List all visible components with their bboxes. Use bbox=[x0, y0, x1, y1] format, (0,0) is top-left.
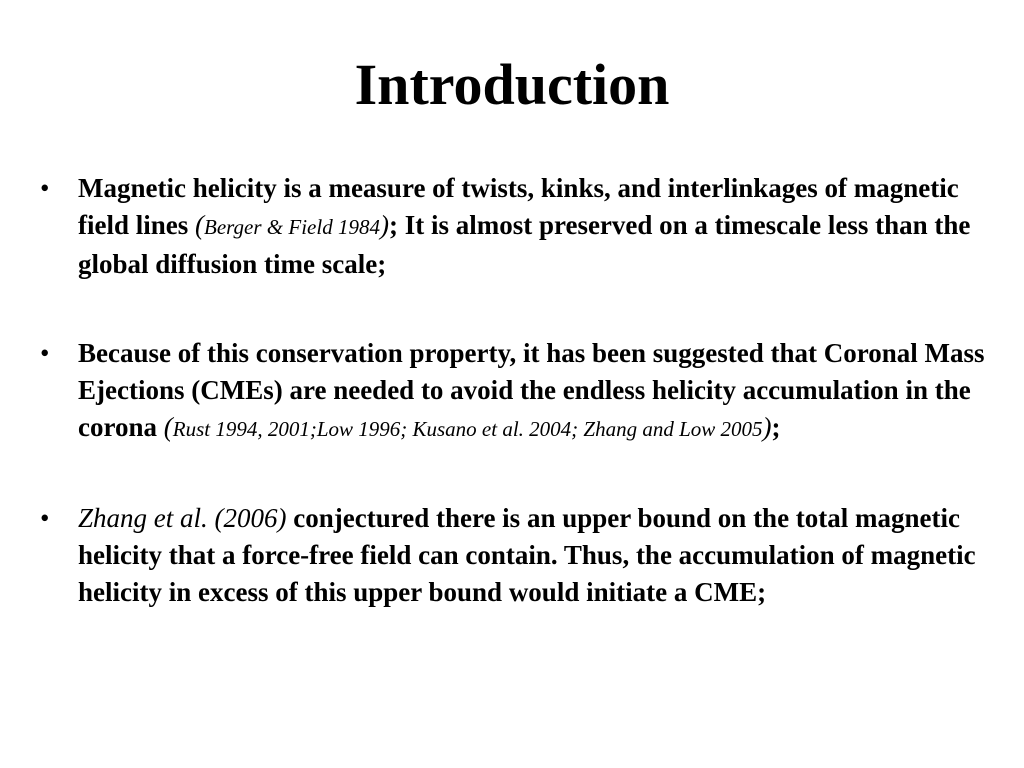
close-paren: ) bbox=[762, 412, 772, 442]
citation: Zhang et al. (2006) bbox=[78, 503, 287, 533]
citation: Rust 1994, 2001;Low 1996; Kusano et al. 2004; Zhang and Low 2005 bbox=[172, 417, 763, 441]
open-paren: ( bbox=[163, 412, 173, 442]
bullet-item-2 bbox=[36, 335, 996, 448]
bullet-text: ; It is almost preserved on a timescale less than the global diffusion time scale; bbox=[78, 210, 971, 279]
close-paren: ) bbox=[379, 210, 389, 240]
bullet-dot: • bbox=[40, 503, 50, 533]
bullet-dot: • bbox=[40, 173, 50, 203]
bullet-item-3 bbox=[36, 500, 996, 611]
bullet-text: ; bbox=[771, 412, 781, 442]
bullet-text: Magnetic helicity is a measure of twists, kinks, and interlinkages of magnetic field lines bbox=[78, 173, 959, 240]
bullet-dot: • bbox=[40, 338, 50, 368]
open-paren: ( bbox=[195, 210, 205, 240]
slide-title: Introduction bbox=[354, 52, 670, 117]
citation: Berger & Field 1984 bbox=[204, 215, 380, 239]
bullet-list bbox=[36, 170, 996, 611]
bullet-text: Because of this conservation property, it has been suggested that Coronal Mass Ejections (CMEs) are needed to avoid the endless helicity accumulation in the corona bbox=[78, 338, 985, 442]
bullet-item-1 bbox=[36, 170, 996, 283]
bullet-text: conjectured there is an upper bound on the total magnetic helicity that a force-free field can contain. Thus, the accumulation of magnetic helicity in excess of this upper bound would initiate a CME; bbox=[78, 503, 976, 607]
